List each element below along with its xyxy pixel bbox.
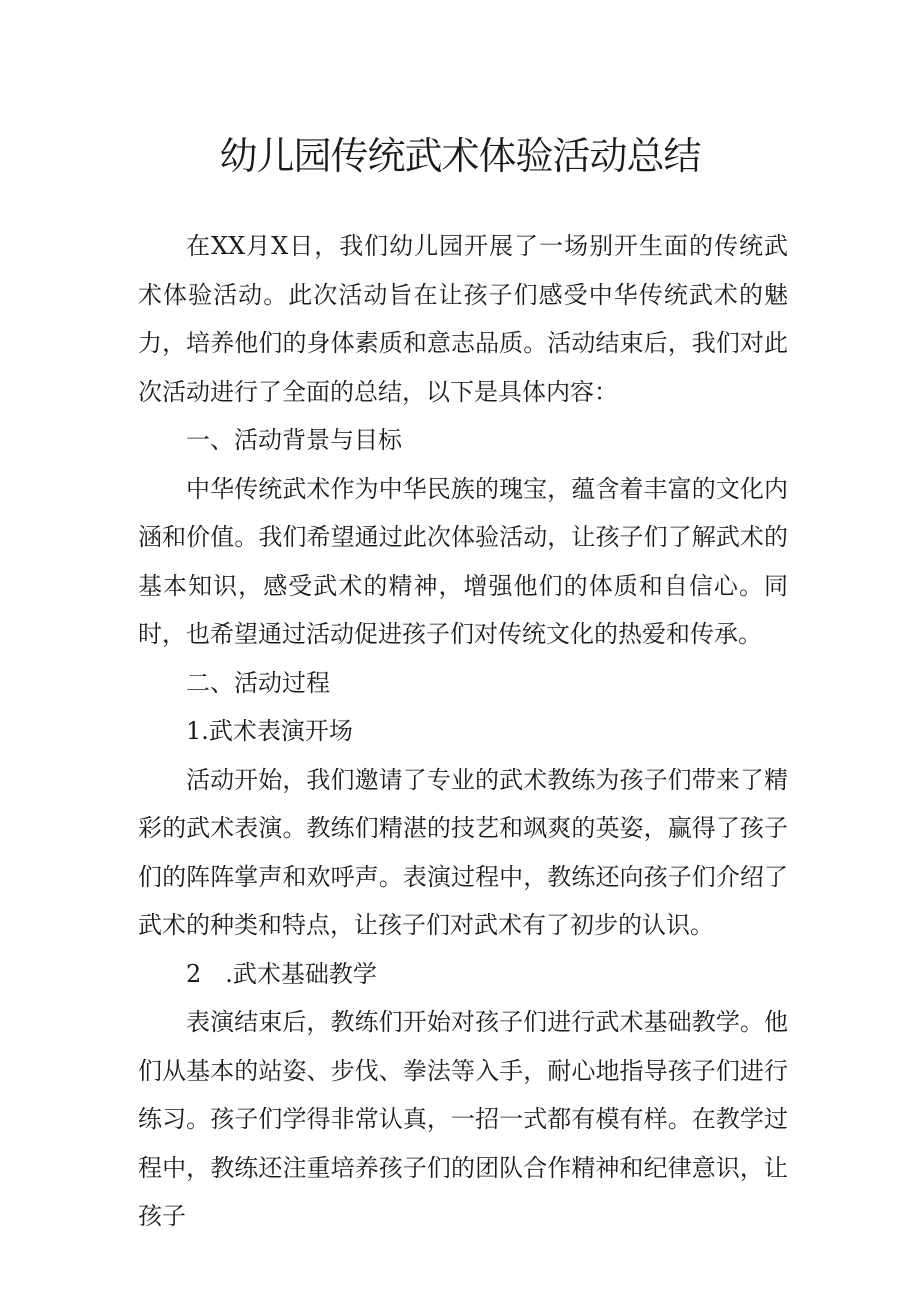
section-1-heading: 一、活动背景与目标 [186,426,402,454]
intro-paragraph: 在XX月X日，我们幼儿园开展了一场别开生面的传统武术体验活动。此次活动旨在让孩子们感受中华传统武术的魅力，培养他们的身体素质和意志品质。活动结束后，我们对此次活动进行了全面的总结，以下是具体内容： [138,232,788,406]
subsection-1-heading: 1.武术表演开场 [186,717,353,745]
section-2-heading: 二、活动过程 [186,668,330,697]
section-1-paragraph: 中华传统武术作为中华民族的瑰宝，蕴含着丰富的文化内涵和价值。我们希望通过此次体验活动，让孩子们了解武术的基本知识，感受武术的精神，增强他们的体质和自信心。同时，也希望通过活动促进孩子们对传统文化的热爱和传承。 [138,474,788,648]
document-title: 幼儿园传统武术体验活动总结 [219,134,701,178]
subsection-2-heading: 2 .武术基础教学 [186,959,377,988]
document-body [138,222,788,1241]
subsection-1-paragraph: 活动开始，我们邀请了专业的武术教练为孩子们带来了精彩的武术表演。教练们精湛的技艺和飒爽的英姿，赢得了孩子们的阵阵掌声和欢呼声。表演过程中，教练还向孩子们介绍了武术的种类和特点，让孩子们对武术有了初步的认识。 [138,765,788,939]
subsection-2-paragraph: 表演结束后，教练们开始对孩子们进行武术基础教学。他们从基本的站姿、步伐、拳法等入手，耐心地指导孩子们进行练习。孩子们学得非常认真，一招一式都有模有样。在教学过程中，教练还注重培养孩子们的团队合作精神和纪律意识，让孩子 [138,1008,788,1230]
